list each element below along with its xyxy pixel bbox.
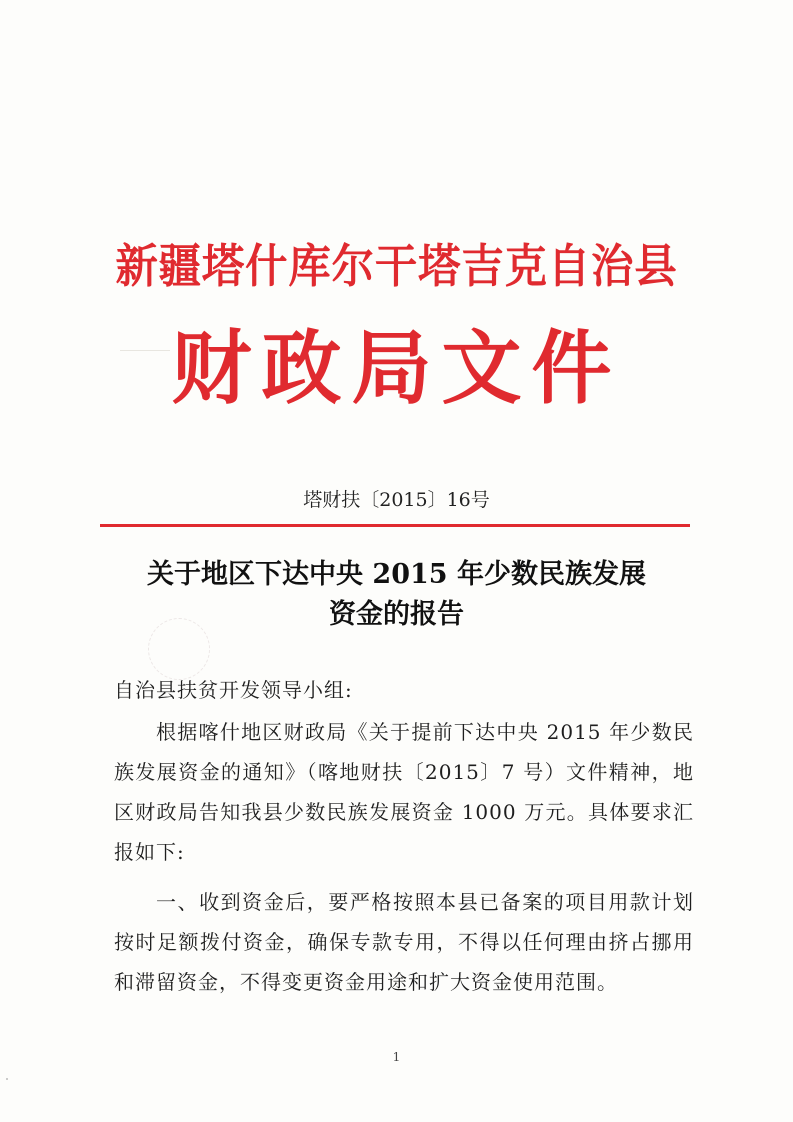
title-line-1: 关于地区下达中央 2015 年少数民族发展 [147,559,646,590]
body-paragraph-1: 根据喀什地区财政局《关于提前下达中央 2015 年少数民族发展资金的通知》（喀地财扶〔2015〕7 号）文件精神，地区财政局告知我县少数民族发展资金 1000 万元。具体要求汇报如下: [114,720,694,864]
document-number: 塔财扶〔2015〕16号 [303,489,490,511]
document-type-heading: 财政局文件 [171,321,622,415]
page-number: 1 [392,1050,401,1064]
body-paragraph-2: 一、收到资金后，要严格按照本县已备案的项目用款计划按时足额拨付资金，确保专款专用，不得以任何理由挤占挪用和滞留资金，不得变更资金用途和扩大资金使用范围。 [114,890,694,994]
scan-speck [6,1078,8,1080]
red-separator-line [100,524,690,527]
issuing-authority-name: 新疆塔什库尔干塔吉克自治县 [115,239,678,293]
document-title [0,555,793,635]
title-line-2: 资金的报告 [329,599,464,630]
salutation: 自治县扶贫开发领导小组: [114,678,353,702]
